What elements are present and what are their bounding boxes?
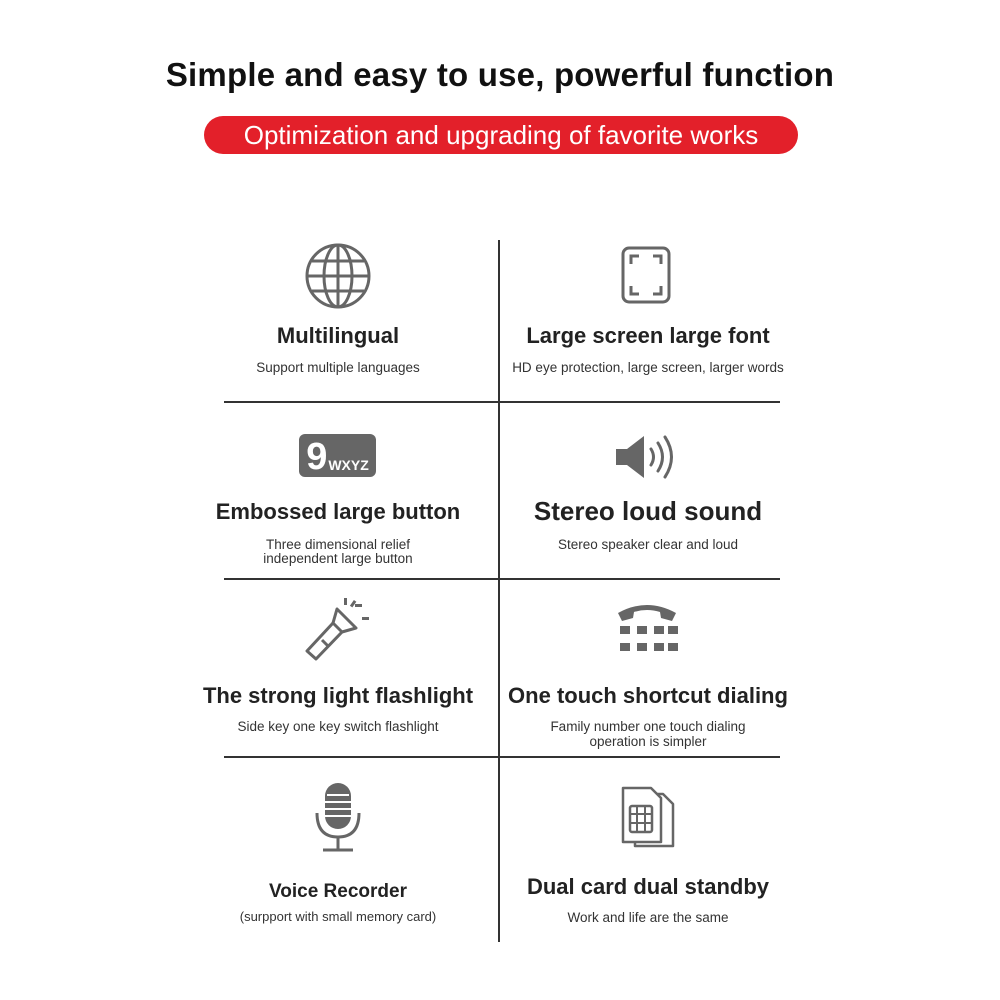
feature-description: (surpport with small memory card): [239, 909, 437, 924]
speaker-icon: [614, 434, 678, 480]
feature-title: Multilingual: [276, 323, 400, 348]
feature-title: One touch shortcut dialing: [508, 683, 788, 708]
feature-description: Three dimensional relief: [265, 537, 411, 552]
feature-description: Side key one key switch flashlight: [237, 719, 439, 734]
feature-large-screen: [500, 240, 796, 400]
screen-frame-icon: [621, 246, 671, 304]
feature-description: HD eye protection, large screen, larger words: [512, 360, 784, 375]
globe-icon: [304, 242, 372, 310]
feature-description-line2: independent large button: [263, 551, 413, 566]
feature-title: Voice Recorder: [269, 881, 407, 902]
keypad-9-button-icon: [299, 434, 376, 477]
feature-voice-recorder: [200, 757, 476, 942]
feature-embossed-button: [200, 402, 476, 578]
microphone-icon: [313, 781, 363, 853]
feature-flashlight: [200, 579, 476, 755]
feature-title: Embossed large button: [215, 499, 461, 524]
page-headline: Simple and easy to use, powerful function: [165, 56, 835, 93]
feature-stereo-sound: [500, 402, 796, 578]
feature-title: Stereo loud sound: [533, 496, 763, 526]
feature-title: Large screen large font: [526, 323, 770, 348]
feature-dual-sim: [500, 757, 796, 942]
feature-description: Family number one touch dialing: [550, 719, 746, 734]
feature-title: The strong light flashlight: [202, 683, 474, 708]
key-digit: 9: [306, 436, 328, 477]
flashlight-icon: [303, 596, 373, 662]
feature-title: Dual card dual standby: [526, 874, 770, 899]
key-letters: WXYZ: [328, 457, 369, 473]
feature-description: Support multiple languages: [256, 360, 420, 375]
phone-keypad-icon: [615, 599, 679, 657]
feature-description: Stereo speaker clear and loud: [557, 537, 739, 552]
dual-sim-icon: [621, 786, 677, 848]
feature-description-line2: operation is simpler: [589, 734, 707, 749]
feature-description: Work and life are the same: [567, 910, 729, 925]
feature-shortcut-dialing: [500, 579, 796, 755]
subtitle-banner: Optimization and upgrading of favorite works: [204, 116, 798, 154]
feature-multilingual: [200, 240, 476, 400]
